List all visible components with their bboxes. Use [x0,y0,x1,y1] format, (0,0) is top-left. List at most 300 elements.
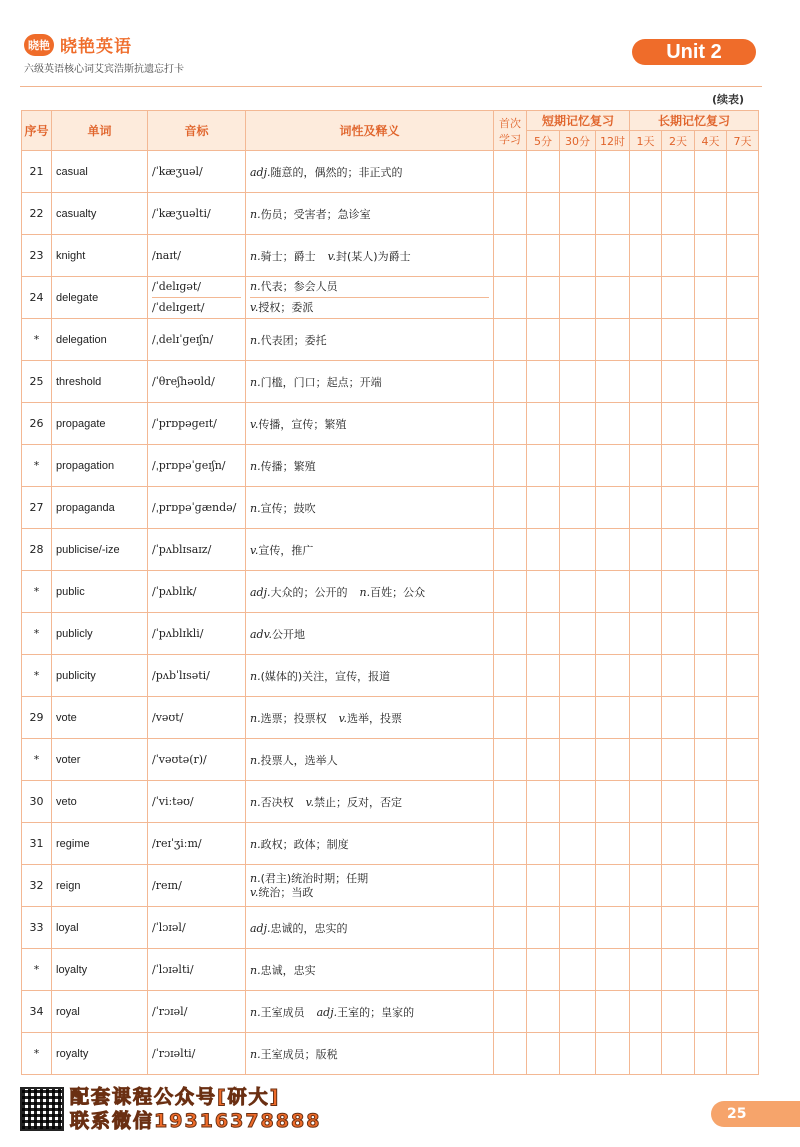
meaning [246,781,494,823]
vocab-table [21,110,759,1075]
review-checkbox[interactable] [527,781,560,823]
definition: 忠诚，忠实 [260,963,316,977]
definition: 传播，宣传；繁殖 [258,417,347,431]
review-checkbox[interactable] [494,823,527,865]
meaning [246,319,494,361]
review-checkbox[interactable] [560,739,596,781]
review-checkbox[interactable] [695,319,727,361]
review-checkbox[interactable] [527,403,560,445]
review-checkbox[interactable] [527,235,560,277]
review-checkbox[interactable] [695,739,727,781]
phonetic: /ˈpʌblɪk/ [148,571,246,613]
definition: 否决权 [260,795,294,809]
review-checkbox[interactable] [630,319,662,361]
meaning [246,1033,494,1075]
review-checkbox[interactable] [596,487,630,529]
review-checkbox[interactable] [527,907,560,949]
review-checkbox[interactable] [494,865,527,907]
header-phonetic: 音标 [148,111,246,151]
review-checkbox[interactable] [727,277,759,319]
review-checkbox[interactable] [662,991,695,1033]
review-checkbox[interactable] [494,319,527,361]
phonetic: /ˌdelɪˈɡeɪʃn/ [148,319,246,361]
review-checkbox[interactable] [560,403,596,445]
review-checkbox[interactable] [727,193,759,235]
table-row [22,487,759,529]
meaning [246,403,494,445]
review-checkbox[interactable] [727,739,759,781]
word: knight [52,235,148,277]
header-long-review: 长期记忆复习 [630,111,759,131]
review-checkbox[interactable] [596,445,630,487]
review-checkbox[interactable] [527,823,560,865]
review-checkbox[interactable] [596,403,630,445]
review-checkbox[interactable] [527,319,560,361]
word: propaganda [52,487,148,529]
review-checkbox[interactable] [596,907,630,949]
review-checkbox[interactable] [630,151,662,193]
row-number: 34 [22,991,52,1033]
row-number: * [22,571,52,613]
review-checkbox[interactable] [494,403,527,445]
review-checkbox[interactable] [727,571,759,613]
review-checkbox[interactable] [662,1033,695,1075]
review-checkbox[interactable] [630,613,662,655]
review-checkbox[interactable] [695,277,727,319]
review-checkbox[interactable] [662,571,695,613]
review-checkbox[interactable] [662,739,695,781]
review-checkbox[interactable] [695,487,727,529]
definition: 政权；政体；制度 [260,837,349,851]
promo-line-2: 联系微信19316378888 [70,1110,322,1132]
review-checkbox[interactable] [494,781,527,823]
review-checkbox[interactable] [727,403,759,445]
review-checkbox[interactable] [494,277,527,319]
review-checkbox[interactable] [662,445,695,487]
review-checkbox[interactable] [662,193,695,235]
meaning [246,445,494,487]
review-checkbox[interactable] [727,235,759,277]
review-checkbox[interactable] [527,697,560,739]
review-checkbox[interactable] [560,865,596,907]
review-checkbox[interactable] [630,235,662,277]
review-checkbox[interactable] [727,655,759,697]
phonetic: /ˈθreʃhəʊld/ [148,361,246,403]
header-2day: 2天 [662,131,695,151]
review-checkbox[interactable] [630,823,662,865]
table-row [22,697,759,739]
review-checkbox[interactable] [560,655,596,697]
review-checkbox[interactable] [494,235,527,277]
word: reign [52,865,148,907]
part-of-speech: n. [250,1047,261,1061]
definition: (媒体的)关注，宣传，报道 [260,669,391,683]
review-checkbox[interactable] [596,613,630,655]
phonetic: /pʌbˈlɪsəti/ [148,655,246,697]
review-checkbox[interactable] [527,487,560,529]
review-checkbox[interactable] [695,697,727,739]
review-checkbox[interactable] [630,697,662,739]
review-checkbox[interactable] [695,361,727,403]
row-number: 32 [22,865,52,907]
review-checkbox[interactable] [596,235,630,277]
review-checkbox[interactable] [662,529,695,571]
review-checkbox[interactable] [596,151,630,193]
review-checkbox[interactable] [695,907,727,949]
review-checkbox[interactable] [630,277,662,319]
part-of-speech: v. [338,711,347,725]
review-checkbox[interactable] [695,445,727,487]
review-checkbox[interactable] [527,613,560,655]
definition: 统治；当政 [258,885,314,899]
word: casual [52,151,148,193]
definition: 投票人，选举人 [260,753,338,767]
review-checkbox[interactable] [527,151,560,193]
review-checkbox[interactable] [662,781,695,823]
table-row [22,445,759,487]
review-checkbox[interactable] [560,487,596,529]
review-checkbox[interactable] [727,529,759,571]
header-meaning: 词性及释义 [246,111,494,151]
review-checkbox[interactable] [695,613,727,655]
brand-logo: 晓艳 [24,34,54,56]
review-checkbox[interactable] [630,739,662,781]
review-checkbox[interactable] [695,865,727,907]
review-checkbox[interactable] [494,907,527,949]
part-of-speech: n. [250,280,261,293]
review-checkbox[interactable] [727,613,759,655]
review-checkbox[interactable] [630,781,662,823]
phonetic: /reɪn/ [148,865,246,907]
review-checkbox[interactable] [727,991,759,1033]
review-checkbox[interactable] [695,403,727,445]
review-checkbox[interactable] [560,571,596,613]
review-checkbox[interactable] [662,823,695,865]
review-checkbox[interactable] [560,823,596,865]
review-checkbox[interactable] [527,277,560,319]
part-of-speech: n. [250,333,261,347]
part-of-speech: n. [250,795,261,809]
phonetic: /ˈvəʊtə(r)/ [148,739,246,781]
review-checkbox[interactable] [662,697,695,739]
review-checkbox[interactable] [727,781,759,823]
row-number: * [22,319,52,361]
part-of-speech: adj. [316,1005,338,1019]
row-number: * [22,445,52,487]
review-checkbox[interactable] [695,193,727,235]
review-checkbox[interactable] [695,655,727,697]
review-checkbox[interactable] [596,193,630,235]
word: voter [52,739,148,781]
phonetic: /naɪt/ [148,235,246,277]
review-checkbox[interactable] [695,235,727,277]
definition: 选票；投票权 [260,711,327,725]
table-row [22,193,759,235]
review-checkbox[interactable] [494,1033,527,1075]
review-checkbox[interactable] [494,571,527,613]
review-checkbox[interactable] [560,193,596,235]
table-row [22,949,759,991]
review-checkbox[interactable] [560,445,596,487]
review-checkbox[interactable] [727,949,759,991]
review-checkbox[interactable] [494,487,527,529]
review-checkbox[interactable] [630,403,662,445]
word: royal [52,991,148,1033]
phonetic: /ˈlɔɪəlti/ [148,949,246,991]
word: delegation [52,319,148,361]
header-12h: 12时 [596,131,630,151]
part-of-speech: v. [250,301,259,314]
row-number: 22 [22,193,52,235]
review-checkbox[interactable] [596,823,630,865]
phonetic: /ˈviːtəʊ/ [148,781,246,823]
review-checkbox[interactable] [596,655,630,697]
review-checkbox[interactable] [630,865,662,907]
review-checkbox[interactable] [560,361,596,403]
review-checkbox[interactable] [527,529,560,571]
review-checkbox[interactable] [560,697,596,739]
review-checkbox[interactable] [560,235,596,277]
review-checkbox[interactable] [695,781,727,823]
phonetic: /ˌprɒpəˈɡændə/ [148,487,246,529]
review-checkbox[interactable] [596,991,630,1033]
table-row [22,613,759,655]
review-checkbox[interactable] [596,949,630,991]
review-checkbox[interactable] [596,1033,630,1075]
part-of-speech: n. [250,711,261,725]
review-checkbox[interactable] [494,655,527,697]
review-checkbox[interactable] [560,613,596,655]
word: loyal [52,907,148,949]
review-checkbox[interactable] [662,613,695,655]
review-checkbox[interactable] [494,151,527,193]
review-checkbox[interactable] [494,613,527,655]
review-checkbox[interactable] [630,907,662,949]
review-checkbox[interactable] [527,1033,560,1075]
part-of-speech: n. [250,871,261,885]
review-checkbox[interactable] [727,151,759,193]
row-number: * [22,949,52,991]
review-checkbox[interactable] [662,151,695,193]
word: casualty [52,193,148,235]
review-checkbox[interactable] [560,151,596,193]
part-of-speech: v. [250,417,259,431]
definition: 宣传；鼓吹 [260,501,316,515]
phonetic: /reɪˈʒiːm/ [148,823,246,865]
review-checkbox[interactable] [596,781,630,823]
review-checkbox[interactable] [695,823,727,865]
review-checkbox[interactable] [695,1033,727,1075]
review-checkbox[interactable] [560,907,596,949]
review-checkbox[interactable] [662,235,695,277]
review-checkbox[interactable] [494,361,527,403]
unit-tab: Unit 2 [632,39,756,65]
meaning [246,277,494,319]
review-checkbox[interactable] [727,361,759,403]
review-checkbox[interactable] [630,655,662,697]
review-checkbox[interactable] [560,991,596,1033]
row-number: * [22,613,52,655]
review-checkbox[interactable] [527,865,560,907]
review-checkbox[interactable] [695,949,727,991]
part-of-speech: v. [250,543,259,557]
review-checkbox[interactable] [560,529,596,571]
review-checkbox[interactable] [662,403,695,445]
review-checkbox[interactable] [560,319,596,361]
table-row [22,1033,759,1075]
word: publicly [52,613,148,655]
phonetic [148,277,246,319]
definition: 公开地 [272,627,306,641]
review-checkbox[interactable] [494,949,527,991]
review-checkbox[interactable] [560,1033,596,1075]
review-checkbox[interactable] [662,319,695,361]
review-checkbox[interactable] [494,739,527,781]
review-checkbox[interactable] [527,571,560,613]
definition: 王室的；皇家的 [337,1005,415,1019]
phonetic-a: /ˈdelɪɡət/ [152,280,241,298]
definition: 封(某人)为爵士 [336,249,411,263]
row-number: 31 [22,823,52,865]
review-checkbox[interactable] [630,529,662,571]
definition: 王室成员 [260,1005,305,1019]
word: propagation [52,445,148,487]
review-checkbox[interactable] [727,445,759,487]
table-row [22,403,759,445]
review-checkbox[interactable] [527,361,560,403]
review-checkbox[interactable] [596,697,630,739]
review-checkbox[interactable] [560,949,596,991]
review-checkbox[interactable] [695,571,727,613]
meaning [246,991,494,1033]
row-number: 21 [22,151,52,193]
review-checkbox[interactable] [596,361,630,403]
review-checkbox[interactable] [662,277,695,319]
phonetic: /ˈpʌblɪsaɪz/ [148,529,246,571]
review-checkbox[interactable] [662,655,695,697]
review-checkbox[interactable] [662,865,695,907]
review-checkbox[interactable] [560,781,596,823]
part-of-speech: v. [327,249,336,263]
definition: 门槛，门口；起点；开端 [260,375,382,389]
review-checkbox[interactable] [695,529,727,571]
review-checkbox[interactable] [630,571,662,613]
review-checkbox[interactable] [494,697,527,739]
row-number: 26 [22,403,52,445]
table-row [22,151,759,193]
page-subtitle: 六级英语核心词艾宾浩斯抗遗忘打卡 [24,64,184,75]
review-checkbox[interactable] [727,697,759,739]
part-of-speech: v. [305,795,314,809]
meaning [246,235,494,277]
review-checkbox[interactable] [527,949,560,991]
header-no: 序号 [22,111,52,151]
review-checkbox[interactable] [695,991,727,1033]
review-checkbox[interactable] [494,193,527,235]
review-checkbox[interactable] [727,907,759,949]
review-checkbox[interactable] [527,739,560,781]
part-of-speech: n. [250,459,261,473]
review-checkbox[interactable] [630,193,662,235]
review-checkbox[interactable] [527,991,560,1033]
review-checkbox[interactable] [662,949,695,991]
brand-name: 晓艳英语 [60,37,132,57]
meaning [246,193,494,235]
review-checkbox[interactable] [596,277,630,319]
meaning [246,907,494,949]
row-number: 28 [22,529,52,571]
review-checkbox[interactable] [596,571,630,613]
review-checkbox[interactable] [727,865,759,907]
word: publicise/-ize [52,529,148,571]
word: propagate [52,403,148,445]
review-checkbox[interactable] [662,487,695,529]
review-checkbox[interactable] [695,151,727,193]
definition: 授权；委派 [258,301,314,314]
review-checkbox[interactable] [494,445,527,487]
part-of-speech: adv. [250,627,273,641]
review-checkbox[interactable] [596,319,630,361]
review-checkbox[interactable] [527,445,560,487]
review-checkbox[interactable] [662,361,695,403]
review-checkbox[interactable] [630,1033,662,1075]
review-checkbox[interactable] [494,991,527,1033]
review-checkbox[interactable] [596,529,630,571]
review-checkbox[interactable] [630,487,662,529]
word: threshold [52,361,148,403]
definition: 百姓；公众 [370,585,426,599]
part-of-speech: n. [250,501,261,515]
review-checkbox[interactable] [527,655,560,697]
table-row [22,739,759,781]
review-checkbox[interactable] [527,193,560,235]
review-checkbox[interactable] [630,949,662,991]
review-checkbox[interactable] [596,739,630,781]
definition: 选举，投票 [347,711,402,725]
header-first-study: 首次学习 [494,111,527,151]
review-checkbox[interactable] [662,907,695,949]
table-row [22,865,759,907]
review-checkbox[interactable] [727,487,759,529]
phonetic: /ˈprɒpəɡeɪt/ [148,403,246,445]
review-checkbox[interactable] [630,991,662,1033]
row-number: * [22,1033,52,1075]
review-checkbox[interactable] [630,361,662,403]
review-checkbox[interactable] [560,277,596,319]
footer-promo [20,1085,321,1133]
part-of-speech: n. [250,753,261,767]
review-checkbox[interactable] [727,1033,759,1075]
review-checkbox[interactable] [630,445,662,487]
definition: 传播；繁殖 [260,459,316,473]
review-checkbox[interactable] [596,865,630,907]
phonetic: /ˈrɔɪəl/ [148,991,246,1033]
header-4day: 4天 [695,131,727,151]
table-row [22,907,759,949]
row-number: 33 [22,907,52,949]
definition: 忠诚的，忠实的 [270,921,348,935]
qr-code-icon [20,1087,64,1131]
definition: 王室成员；版税 [260,1047,338,1061]
review-checkbox[interactable] [494,529,527,571]
review-checkbox[interactable] [727,823,759,865]
review-checkbox[interactable] [727,319,759,361]
phonetic: /ˈlɔɪəl/ [148,907,246,949]
table-row [22,529,759,571]
table-row [22,361,759,403]
meaning [246,487,494,529]
page-number: 25 [711,1101,800,1127]
